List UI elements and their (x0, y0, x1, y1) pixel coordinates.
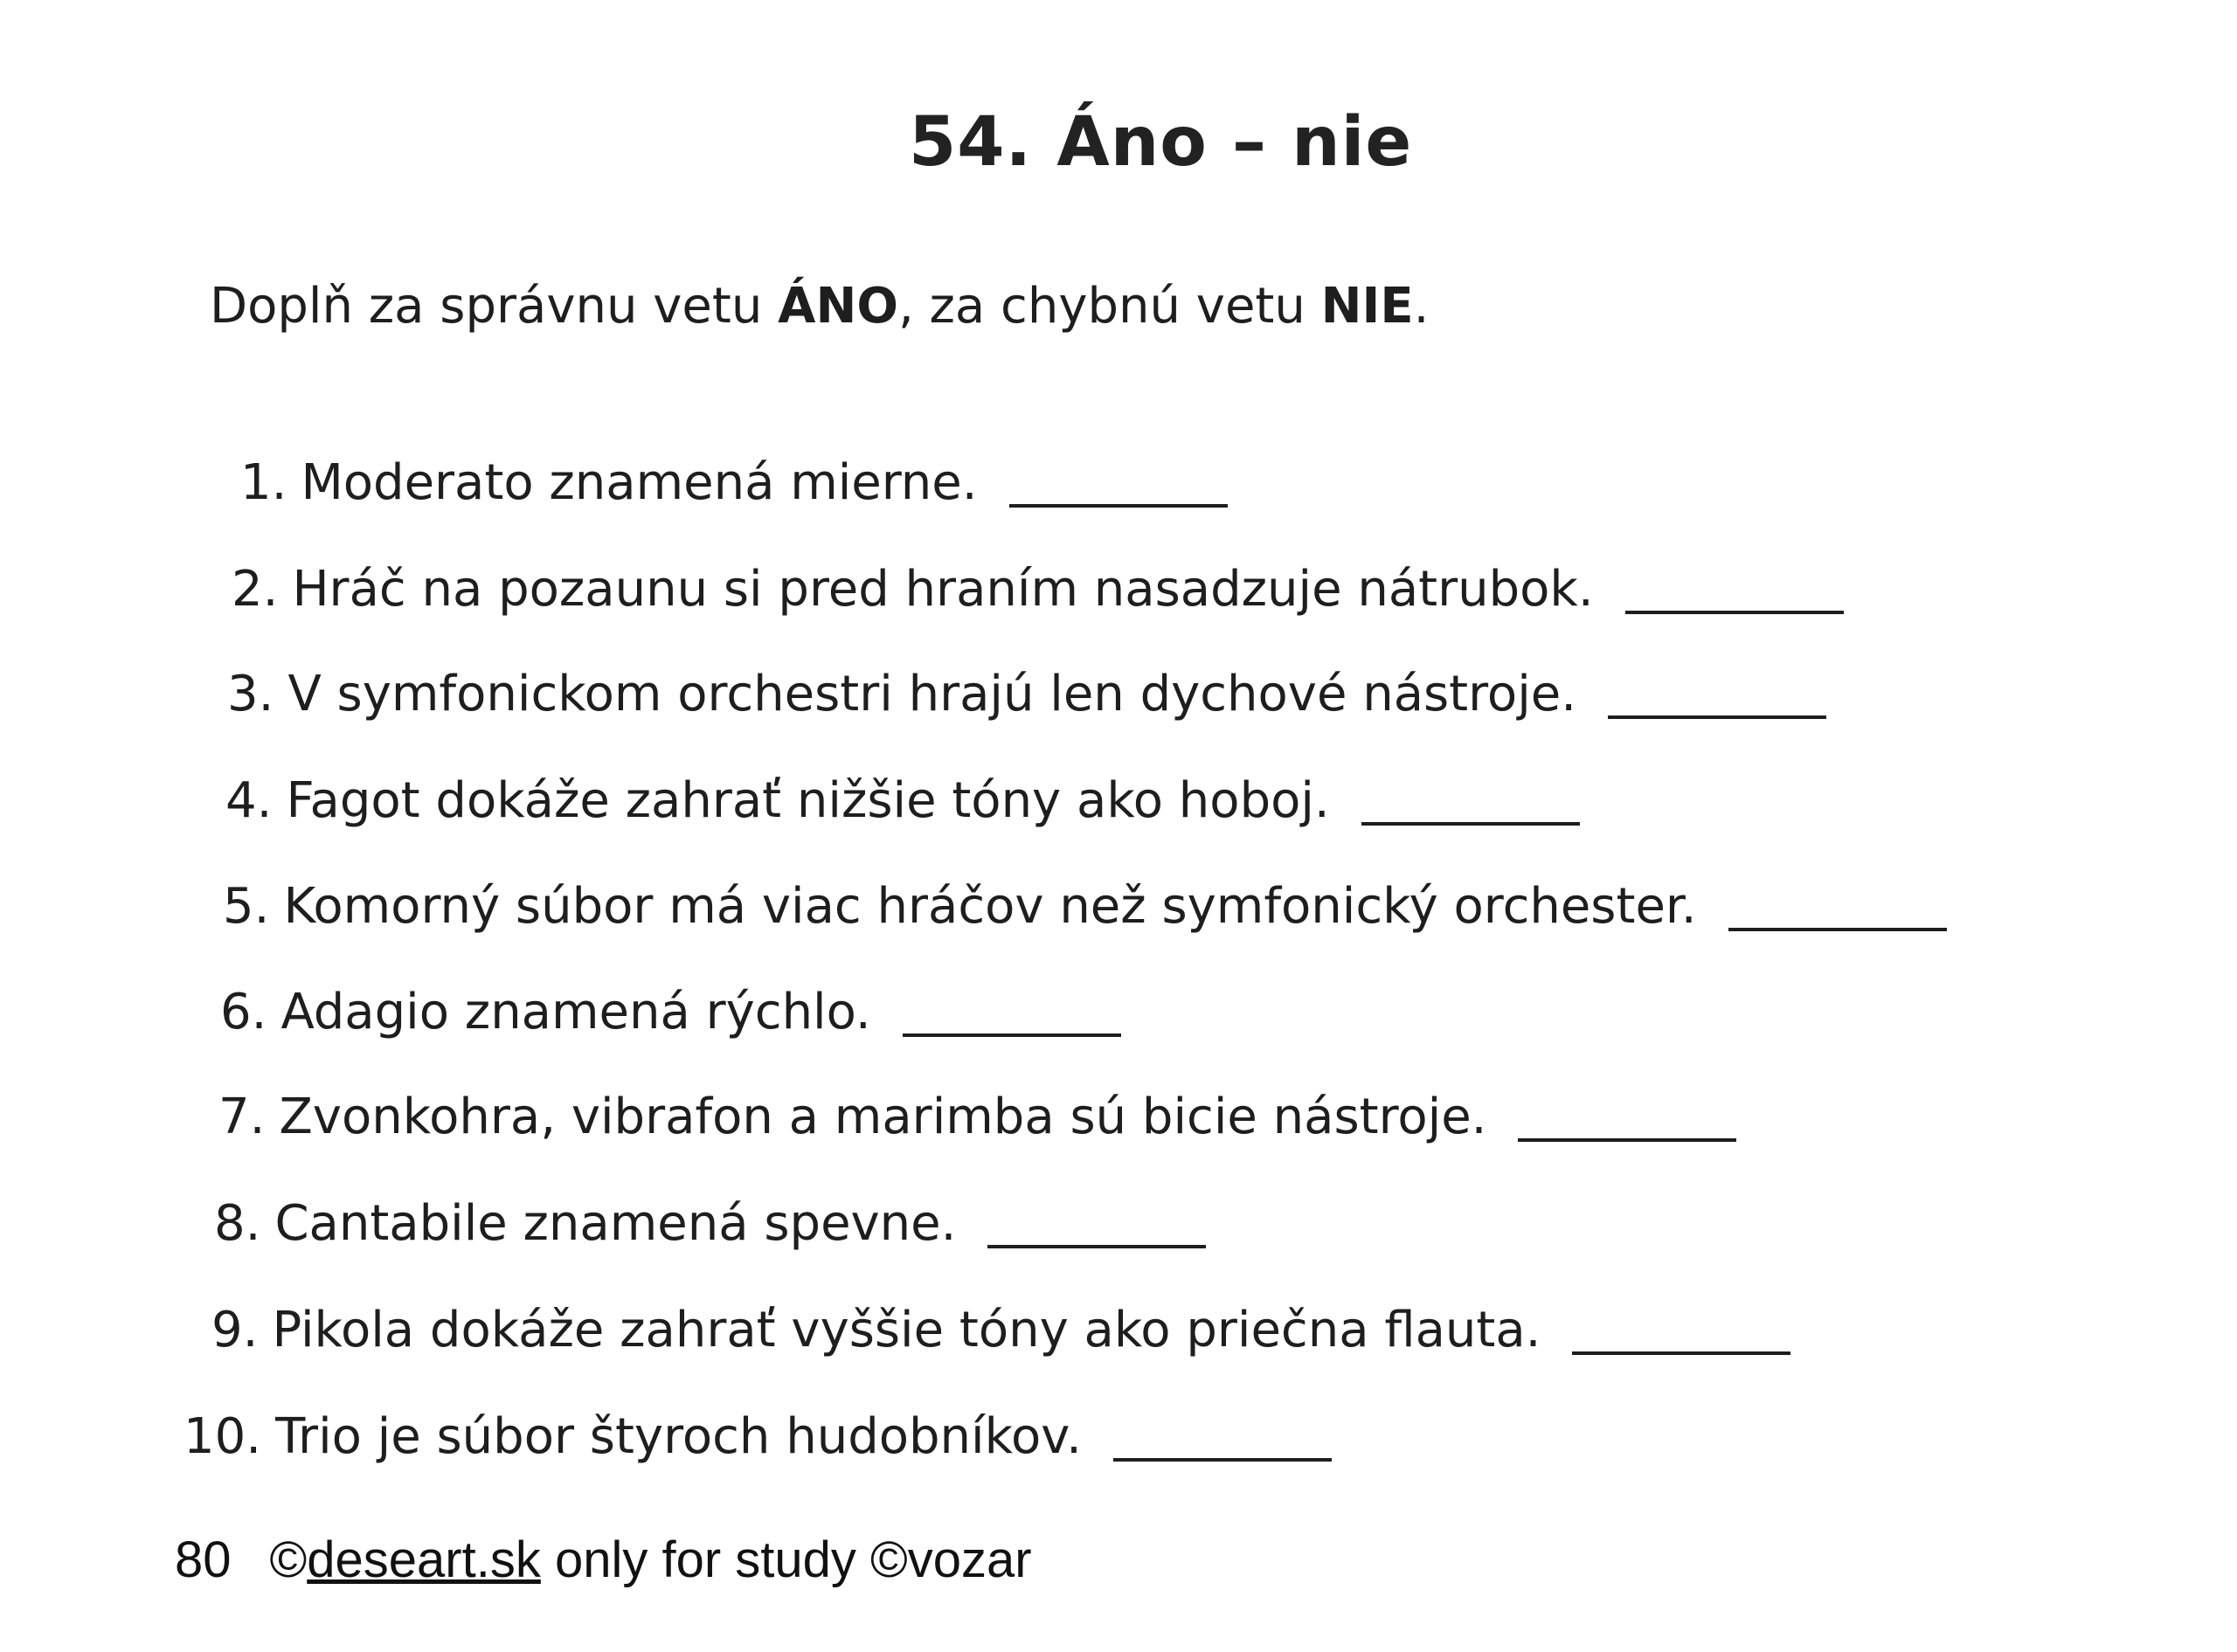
question-item (211, 1302, 1790, 1358)
question-text: Trio je súbor štyroch hudobníkov. (275, 1408, 1082, 1465)
question-text: Komorný súbor má viac hráčov než symfonický orchester. (283, 878, 1697, 935)
footer-note: only for study ©vozar (540, 1531, 1032, 1588)
question-text: Hráč na pozaunu si pred hraním nasadzuje nátrubok. (292, 561, 1594, 618)
question-item (240, 454, 1228, 511)
answer-blank[interactable] (1009, 504, 1228, 508)
question-item (220, 984, 1121, 1040)
question-item (218, 1089, 1736, 1145)
question-number: 2. (232, 561, 279, 618)
question-item (225, 772, 1580, 829)
question-text: V symfonickom orchestri hrajú len dychové nástroje. (287, 666, 1577, 722)
footer (175, 1531, 1032, 1589)
question-text: Moderato znamená mierne. (301, 454, 978, 511)
instruction-text-1: Doplň za správnu vetu (210, 278, 779, 335)
question-text: Cantabile znamená spevne. (274, 1195, 957, 1252)
question-number: 6. (220, 984, 267, 1040)
question-text: Zvonkohra, vibrafon a marimba sú bicie nástroje. (279, 1089, 1487, 1145)
answer-blank[interactable] (1361, 822, 1580, 826)
question-text: Pikola dokáže zahrať vyššie tóny ako priečna flauta. (272, 1302, 1541, 1358)
answer-blank[interactable] (1113, 1458, 1332, 1462)
question-number: 9. (211, 1302, 259, 1358)
instruction-text-2: , za chybnú vetu (897, 278, 1321, 335)
answer-blank[interactable] (1572, 1351, 1790, 1355)
instruction-no: NIE (1320, 278, 1414, 335)
question-item (214, 1195, 1206, 1252)
question-item (223, 878, 1947, 935)
answer-blank[interactable] (903, 1033, 1121, 1037)
question-number: 8. (214, 1195, 261, 1252)
question-number: 5. (223, 878, 270, 935)
instruction-yes: ÁNO (778, 278, 898, 335)
question-number: 3. (227, 666, 274, 722)
page-number: 80 (175, 1531, 232, 1588)
answer-blank[interactable] (1728, 928, 1947, 931)
copyright-symbol: © (269, 1531, 308, 1588)
page-title: 54. Áno – nie (909, 103, 1413, 182)
answer-blank[interactable] (987, 1245, 1206, 1248)
question-text: Adagio znamená rýchlo. (280, 984, 871, 1040)
question-number: 10. (184, 1408, 262, 1465)
site-link[interactable]: deseart.sk (307, 1531, 541, 1588)
instruction-text-3: . (1413, 278, 1430, 335)
question-item (184, 1408, 1332, 1465)
question-number: 4. (225, 772, 273, 829)
question-number: 1. (240, 454, 287, 511)
question-item (232, 561, 1844, 618)
answer-blank[interactable] (1518, 1138, 1736, 1142)
question-number: 7. (218, 1089, 266, 1145)
question-item (227, 666, 1826, 722)
question-text: Fagot dokáže zahrať nižšie tóny ako hoboj. (286, 772, 1330, 829)
answer-blank[interactable] (1625, 611, 1844, 614)
answer-blank[interactable] (1608, 715, 1826, 719)
